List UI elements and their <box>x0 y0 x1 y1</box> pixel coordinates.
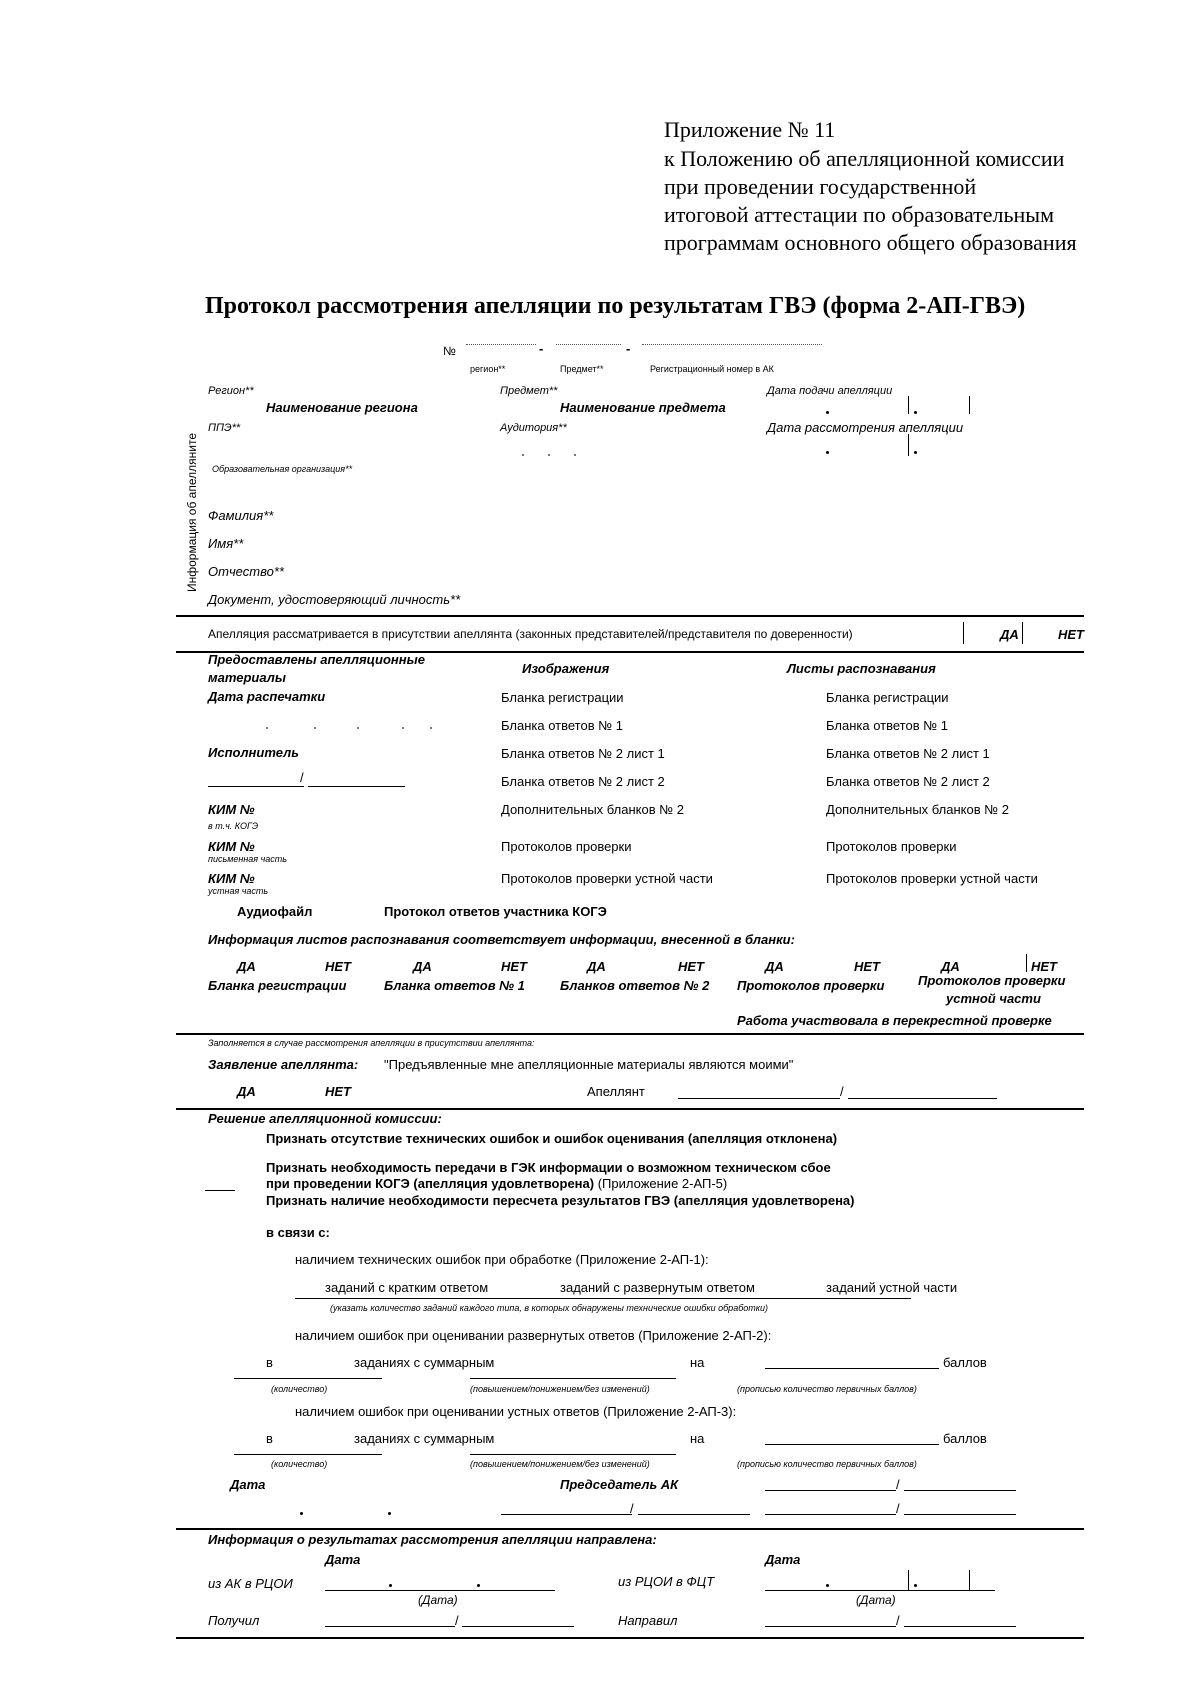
date-separator <box>914 1584 917 1587</box>
kim-label: КИМ № <box>208 839 255 854</box>
recog-no: НЕТ <box>325 959 351 974</box>
image-item: Дополнительных бланков № 2 <box>501 802 685 817</box>
region-value: Наименование региона <box>266 400 418 415</box>
auditorium-label: Аудитория** <box>500 422 567 434</box>
number-dash: - <box>626 341 631 356</box>
side-label: Информация об апелляните <box>185 433 199 592</box>
ppe-label: ППЭ** <box>208 422 241 434</box>
materials-label: Предоставлены апелляционные <box>208 652 425 667</box>
footer-date-label: Дата <box>325 1552 361 1567</box>
decision-date-label: Дата <box>230 1477 266 1492</box>
sheets-header: Листы распознавания <box>787 661 936 676</box>
recog-yes: ДА <box>413 959 432 974</box>
quantity-line <box>234 1454 382 1455</box>
note-points: (прописью количество первичных баллов) <box>737 1459 917 1469</box>
sent-label: Направил <box>618 1613 678 1628</box>
number-caption-region: регион** <box>470 364 506 374</box>
date-separator <box>826 1584 829 1587</box>
executor-line <box>308 786 405 787</box>
signature-line <box>904 1626 1016 1627</box>
recog-no: НЕТ <box>1031 959 1057 974</box>
recog-yes: ДА <box>941 959 960 974</box>
cell-mark <box>357 727 359 729</box>
points-line <box>765 1444 939 1445</box>
in-connection-label: в связи с: <box>266 1225 330 1240</box>
number-sign: № <box>443 344 456 358</box>
cell-mark <box>430 727 432 729</box>
slash: / <box>896 1613 900 1628</box>
footer-heading: Информация о результатах рассмотрения апелляции направлена: <box>208 1532 657 1547</box>
tasks-total-label: заданиях с суммарным <box>354 1355 495 1370</box>
print-date-label: Дата распечатки <box>208 689 326 704</box>
recog-no: НЕТ <box>854 959 880 974</box>
date-line <box>325 1590 555 1591</box>
section-divider <box>176 615 1084 617</box>
eval-errors-label: наличием ошибок при оценивании развернутых ответов (Приложение 2-АП-2): <box>295 1328 772 1343</box>
audio-label: Аудиофайл <box>237 904 313 919</box>
checkbox-border <box>1022 622 1023 644</box>
decision-option-2: Признать необходимость передачи в ГЭК информации о возможном техническом сбое <box>266 1160 831 1175</box>
cell-mark <box>402 727 404 729</box>
slash: / <box>630 1501 634 1516</box>
number-caption-reg: Регистрационный номер в АК <box>650 364 774 374</box>
number-dash: - <box>539 341 544 356</box>
from-rcoi-label: из РЦОИ в ФЦТ <box>618 1574 715 1589</box>
decision-checkbox-line <box>205 1190 235 1191</box>
date-separator <box>477 1584 480 1587</box>
signature-line <box>462 1626 574 1627</box>
region-label: Регион** <box>208 385 254 397</box>
document-label: Документ, удостоверяющий личность** <box>208 592 461 607</box>
recog-group: Протоколов проверки <box>737 978 885 993</box>
section-divider <box>176 1033 1084 1035</box>
sheet-item: Протоколов проверки устной части <box>826 871 1038 886</box>
sheet-item: Бланка ответов № 2 лист 1 <box>826 746 990 761</box>
member-signature-line <box>501 1514 632 1515</box>
org-label: Образовательная организация** <box>212 464 353 474</box>
signature-line <box>678 1098 840 1099</box>
section-divider <box>176 1528 1084 1530</box>
kim-sub: устная часть <box>208 886 269 896</box>
note-change: (повышением/понижением/без изменений) <box>470 1384 650 1394</box>
date-separator <box>826 451 829 454</box>
tech-errors-line <box>295 1298 911 1299</box>
short-answer-label: заданий с кратким ответом <box>325 1280 489 1295</box>
statement-no: НЕТ <box>325 1084 351 1099</box>
statement-note: Заполняется в случае рассмотрения апелляции в присутствии апеллянта: <box>208 1038 535 1048</box>
appendix-line: итоговой аттестации по образовательным <box>664 202 1055 227</box>
cross-check-label: Работа участвовала в перекрестной проверке <box>737 1013 1052 1028</box>
points-word: баллов <box>943 1355 987 1370</box>
long-answer-label: заданий с развернутым ответом <box>560 1280 755 1295</box>
statement-quote: "Предъявленные мне апелляционные материалы являются моими" <box>384 1057 794 1072</box>
slash: / <box>896 1501 900 1516</box>
date-caption: (Дата) <box>418 1593 458 1607</box>
oral-part-label: заданий устной части <box>826 1280 958 1295</box>
sheet-item: Протоколов проверки <box>826 839 957 854</box>
date-box-border <box>908 434 909 456</box>
sheet-item: Дополнительных бланков № 2 <box>826 802 1010 817</box>
recog-yes: ДА <box>587 959 606 974</box>
review-date-label: Дата рассмотрения апелляции <box>767 420 964 435</box>
image-item: Бланка ответов № 2 лист 2 <box>501 774 665 789</box>
tasks-total-label: заданиях с суммарным <box>354 1431 495 1446</box>
recog-group: Протоколов проверки <box>918 973 1066 988</box>
recog-yes: ДА <box>765 959 784 974</box>
sheet-item: Бланка регистрации <box>826 690 949 705</box>
slash: / <box>840 1084 844 1099</box>
protocol-kogэ-label: Протокол ответов участника КОГЭ <box>384 904 607 919</box>
date-separator <box>826 411 829 414</box>
section-divider <box>176 1108 1084 1110</box>
materials-label: материалы <box>208 670 286 685</box>
on-word: на <box>690 1355 705 1370</box>
recog-group-line2: устной части <box>946 991 1041 1006</box>
appendix-line: к Положению об апелляционной комиссии <box>664 146 1065 171</box>
statement-yes: ДА <box>237 1084 256 1099</box>
image-item: Протоколов проверки <box>501 839 632 854</box>
chair-signature-line <box>904 1490 1016 1491</box>
appendix-line: программам основного общего образования <box>664 230 1077 255</box>
member-signature-line <box>638 1514 750 1515</box>
note-change: (повышением/понижением/без изменений) <box>470 1459 650 1469</box>
change-line <box>470 1378 676 1379</box>
cell-mark <box>266 727 268 729</box>
sheet-item: Бланка ответов № 1 <box>826 718 948 733</box>
note-qty: (количество) <box>271 1384 328 1394</box>
cell-mark <box>522 454 524 456</box>
image-item: Бланка ответов № 2 лист 1 <box>501 746 665 761</box>
recog-yes: ДА <box>237 959 256 974</box>
appendix-line: Приложение № 11 <box>664 117 836 142</box>
kim-label: КИМ № <box>208 871 255 886</box>
note-qty: (количество) <box>271 1459 328 1469</box>
signature-line <box>325 1626 455 1627</box>
date-box-border <box>969 396 970 414</box>
decision-option-1: Признать отсутствие технических ошибок и ошибок оценивания (апелляция отклонена) <box>266 1131 838 1146</box>
received-label: Получил <box>208 1613 260 1628</box>
decision-option-2-appendix: (Приложение 2-АП-5) <box>597 1176 728 1191</box>
checkbox-border <box>963 622 964 644</box>
statement-label: Заявление апеллянта: <box>208 1057 359 1072</box>
subject-value: Наименование предмета <box>560 400 726 415</box>
recog-no: НЕТ <box>678 959 704 974</box>
tech-note: (указать количество заданий каждого типа, в которых обнаружены технические ошибки обработки) <box>330 1303 769 1313</box>
patronymic-label: Отчество** <box>208 564 284 579</box>
decision-option-2-text: при проведении КОГЭ (апелляция удовлетворена) <box>266 1176 595 1191</box>
date-box-border <box>969 1570 970 1590</box>
slash: / <box>455 1613 459 1628</box>
from-ak-label: из АК в РЦОИ <box>208 1576 293 1591</box>
tech-errors-label: наличием технических ошибок при обработке (Приложение 2-АП-1): <box>295 1252 709 1267</box>
kim-sub: письменная часть <box>208 854 287 864</box>
date-separator <box>914 451 917 454</box>
kim-label: КИМ № <box>208 802 255 817</box>
image-item: Бланка регистрации <box>501 690 624 705</box>
in-word: в <box>266 1355 273 1370</box>
presence-text: Апелляция рассматривается в присутствии апеллянта (законных представителей/представителя по доверенности) <box>208 627 853 641</box>
in-word: в <box>266 1431 273 1446</box>
surname-label: Фамилия** <box>208 508 274 523</box>
footer-date-label: Дата <box>765 1552 801 1567</box>
date-separator <box>300 1512 303 1515</box>
subject-label: Предмет** <box>500 385 558 397</box>
images-header: Изображения <box>522 661 610 676</box>
section-divider <box>176 1637 1084 1639</box>
appendix-line: при проведении государственной <box>664 174 977 199</box>
chair-signature-line <box>765 1490 896 1491</box>
signature-line <box>765 1626 896 1627</box>
decision-heading: Решение апелляционной комиссии: <box>208 1111 442 1126</box>
recog-no: НЕТ <box>501 959 527 974</box>
page-title: Протокол рассмотрения апелляции по результатам ГВЭ (форма 2-АП-ГВЭ) <box>205 293 1026 319</box>
recog-group: Бланка ответов № 1 <box>384 978 525 993</box>
date-box-border <box>908 1570 909 1590</box>
cell-mark <box>314 727 316 729</box>
sheet-item: Бланка ответов № 2 лист 2 <box>826 774 990 789</box>
number-region-line <box>466 344 536 345</box>
executor-line <box>208 786 304 787</box>
kim-sub: в т.ч. КОГЭ <box>208 821 259 831</box>
decision-option-3: Признать наличие необходимости пересчета результатов ГВЭ (апелляция удовлетворена) <box>266 1193 855 1208</box>
date-box-border <box>908 396 909 414</box>
member-signature-line <box>904 1514 1016 1515</box>
change-line <box>470 1454 676 1455</box>
chair-label: Председатель АК <box>560 1477 679 1492</box>
date-line <box>765 1590 995 1591</box>
date-caption: (Дата) <box>856 1593 896 1607</box>
presence-yes: ДА <box>1000 627 1019 642</box>
executor-label: Исполнитель <box>208 745 299 760</box>
on-word: на <box>690 1431 705 1446</box>
recog-group: Бланков ответов № 2 <box>560 978 710 993</box>
cell-mark <box>574 454 576 456</box>
note-points: (прописью количество первичных баллов) <box>737 1384 917 1394</box>
member-signature-line <box>765 1514 896 1515</box>
name-label: Имя** <box>208 536 244 551</box>
submit-date-label: Дата подачи апелляции <box>767 385 893 397</box>
image-item: Протоколов проверки устной части <box>501 871 713 886</box>
cell-mark <box>548 454 550 456</box>
oral-errors-label: наличием ошибок при оценивании устных ответов (Приложение 2-АП-3): <box>295 1404 737 1419</box>
number-subject-line <box>556 344 621 345</box>
image-item: Бланка ответов № 1 <box>501 718 623 733</box>
number-caption-subject: Предмет** <box>560 364 604 374</box>
quantity-line <box>234 1378 382 1379</box>
decision-option-2-line <box>266 1177 727 1190</box>
presence-no: НЕТ <box>1058 627 1084 642</box>
recognition-heading: Информация листов распознавания соответствует информации, внесенной в бланки: <box>208 932 795 947</box>
slash: / <box>896 1477 900 1492</box>
slash: / <box>300 770 304 785</box>
date-separator <box>914 411 917 414</box>
date-separator <box>389 1584 392 1587</box>
points-line <box>765 1368 939 1369</box>
recog-group: Бланка регистрации <box>208 978 347 993</box>
checkbox-border <box>1026 954 1027 972</box>
signature-line <box>848 1098 997 1099</box>
number-reg-line <box>642 344 822 345</box>
appellant-label: Апеллянт <box>587 1084 645 1099</box>
date-separator <box>388 1512 391 1515</box>
points-word: баллов <box>943 1431 987 1446</box>
